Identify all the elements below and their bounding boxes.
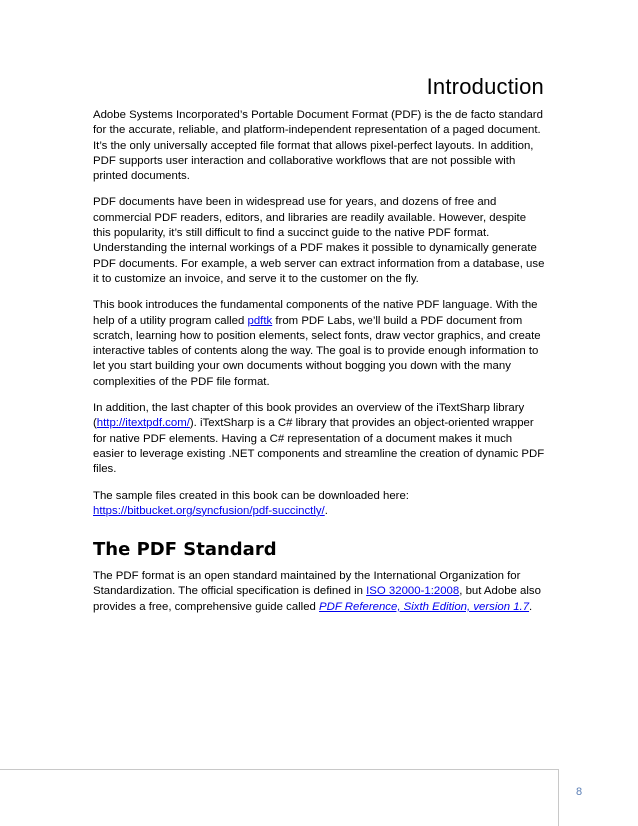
section-heading: The PDF Standard [93, 539, 277, 561]
paragraph-text: . [324, 504, 328, 517]
intro-paragraph-3 [93, 298, 545, 390]
paragraph-text: from PDF Labs, we’ll build a PDF document from scratch, learning how to position elements, select fonts, draw vector graphics, and create interactive tables of contents along the way. The goal is to provide enough information to let you start building your own documents without bogging you down with the many complexities of the PDF file format. [93, 314, 541, 388]
intro-paragraph-4 [93, 401, 545, 477]
pdf-standard-paragraph [93, 569, 545, 615]
page-number: 8 [575, 786, 583, 798]
paragraph-text: The sample files created in this book can be downloaded here: [93, 489, 409, 502]
paragraph-text: In addition, the last chapter of this book provides an overview of the iTextSharp library ( [93, 402, 525, 430]
pdftk-link[interactable]: pdftk [247, 314, 273, 327]
sample-files-link[interactable]: https://bitbucket.org/syncfusion/pdf-succinctly/ [93, 504, 325, 517]
itextpdf-link[interactable]: http://itextpdf.com/ [96, 417, 190, 430]
paragraph-text: This book introduces the fundamental components of the native PDF language. With the help of a utility program called [93, 299, 538, 327]
paragraph-text: ). iTextSharp is a C# library that provides an object-oriented wrapper for native PDF elements. Having a C# representation of a document makes it much easier to leverage existing .NET components and streamline the creation of dynamic PDF files. [93, 417, 545, 476]
paragraph-text: The PDF format is an open standard maintained by the International Organization for Standardization. The official specification is defined in [93, 570, 521, 598]
iso-spec-link[interactable]: ISO 32000-1:2008 [366, 585, 460, 598]
page-content [93, 108, 545, 626]
pdf-reference-link[interactable]: PDF Reference, Sixth Edition, version 1.7 [319, 600, 530, 613]
intro-paragraph-5 [93, 489, 545, 520]
paragraph-text: . [529, 600, 533, 613]
intro-paragraph-1: Adobe Systems Incorporated’s Portable Document Format (PDF) is the de facto standard for the accurate, reliable, and platform-independent representation of a paged document. It’s the only universally accepted file format that allows pixel-perfect layouts. In addition, PDF supports user interaction and collaborative workflows that are not possible with printed documents. [93, 109, 543, 183]
paragraph-text: , but Adobe also provides a free, comprehensive guide called [93, 585, 541, 613]
intro-paragraph-2: PDF documents have been in widespread use for years, and dozens of free and commercial PDF readers, editors, and libraries are readily available. However, despite this popularity, it’s still difficult to find a succinct guide to the native PDF format. Understanding the internal workings of a PDF makes it possible to dynamically generate PDF documents. For example, a web server can extract information from a database, use it to customize an invoice, and serve it to the customer on the fly. [93, 196, 545, 285]
footer-rule [0, 769, 558, 770]
chapter-title: Introduction [426, 74, 544, 99]
